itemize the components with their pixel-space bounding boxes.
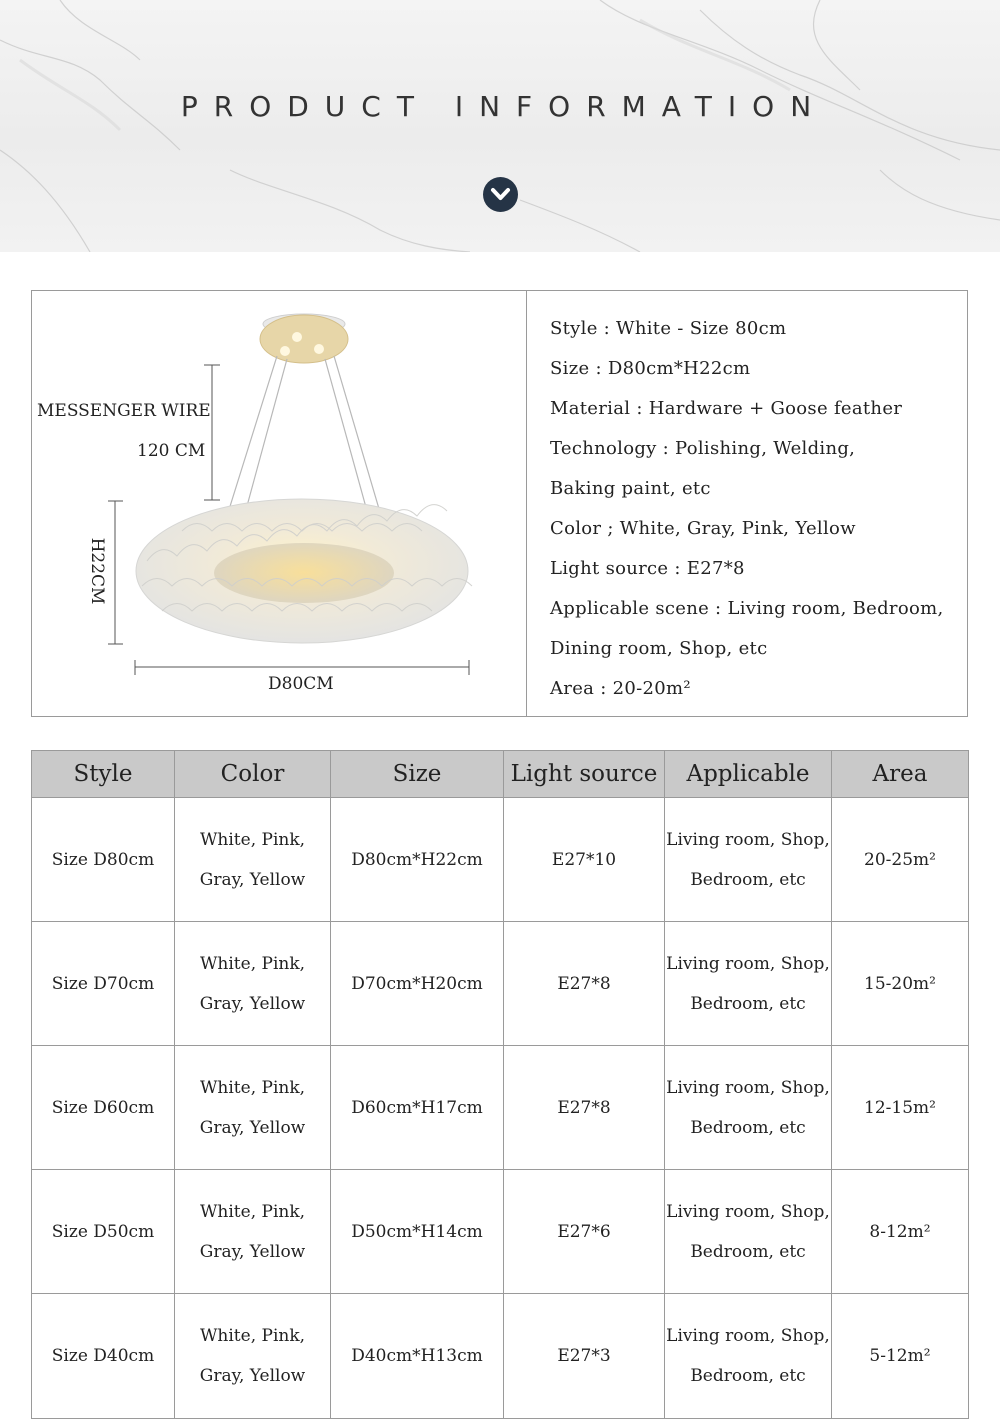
- wire-length-label: 120 CM: [137, 441, 206, 461]
- cell-color: [175, 1294, 331, 1419]
- cell-color-line2: Gray, Yellow: [199, 1241, 306, 1262]
- cell-color: [175, 1170, 331, 1294]
- cell-area: 20-25m²: [832, 798, 969, 922]
- spec-color: Color ; White, Gray, Pink, Yellow: [550, 518, 856, 539]
- cell-light-source: E27*8: [504, 1046, 665, 1170]
- cell-color: [175, 922, 331, 1046]
- cell-area: 8-12m²: [832, 1170, 969, 1294]
- banner-title: PRODUCT INFORMATION: [180, 90, 828, 123]
- cell-applicable-line1: Living room, Shop,: [666, 1201, 830, 1222]
- cell-color: [175, 1046, 331, 1170]
- cell-applicable: [665, 1170, 832, 1294]
- cell-applicable-line1: Living room, Shop,: [666, 953, 830, 974]
- cell-light-source: E27*6: [504, 1170, 665, 1294]
- table-row: [32, 798, 969, 922]
- cell-applicable: [665, 798, 832, 922]
- cell-applicable-line2: Bedroom, etc: [690, 869, 806, 890]
- cell-light-source: E27*8: [504, 922, 665, 1046]
- spec-light-source: Light source : E27*8: [550, 558, 745, 579]
- spec-applicable-scene: Applicable scene : Living room, Bedroom,: [550, 598, 944, 619]
- cell-color-line2: Gray, Yellow: [199, 993, 306, 1014]
- cell-style: Size D40cm: [32, 1294, 175, 1419]
- cell-color-line1: White, Pink,: [199, 1077, 306, 1098]
- cell-style: Size D50cm: [32, 1170, 175, 1294]
- lamp-diagram: [32, 291, 526, 716]
- table-row: [32, 1294, 969, 1419]
- product-info-banner: [0, 0, 1000, 252]
- diameter-label: D80CM: [268, 674, 334, 694]
- header-size: Size: [331, 751, 504, 798]
- cell-applicable: [665, 1046, 832, 1170]
- cell-color: [175, 798, 331, 922]
- spec-technology: Technology : Polishing, Welding,: [550, 438, 856, 459]
- header-area: Area: [832, 751, 969, 798]
- cell-color-line2: Gray, Yellow: [199, 869, 306, 890]
- header-applicable: Applicable: [665, 751, 832, 798]
- spec-size: Size : D80cm*H22cm: [550, 358, 751, 379]
- header-color: Color: [175, 751, 331, 798]
- header-style: Style: [32, 751, 175, 798]
- cell-applicable-line1: Living room, Shop,: [666, 1326, 830, 1346]
- spec-list: [550, 309, 943, 709]
- spec-technology-cont: Baking paint, etc: [550, 478, 711, 499]
- cell-color-line1: White, Pink,: [199, 1326, 306, 1346]
- cell-applicable-line2: Bedroom, etc: [690, 1241, 806, 1262]
- table-row: [32, 1046, 969, 1170]
- cell-color-line2: Gray, Yellow: [199, 1117, 306, 1138]
- cell-size: D40cm*H13cm: [331, 1294, 504, 1419]
- height-label: H22CM: [87, 537, 107, 605]
- table-row: [32, 922, 969, 1046]
- cell-area: 12-15m²: [832, 1046, 969, 1170]
- size-table: [31, 750, 969, 1419]
- spec-material: Material : Hardware + Goose feather: [550, 398, 903, 419]
- wire-label: MESSENGER WIRE: [37, 401, 211, 421]
- cell-color-line1: White, Pink,: [199, 1201, 306, 1222]
- cell-applicable: [665, 922, 832, 1046]
- info-divider: [526, 291, 527, 716]
- spec-applicable-scene-cont: Dining room, Shop, etc: [550, 638, 768, 659]
- cell-style: Size D60cm: [32, 1046, 175, 1170]
- cell-size: D80cm*H22cm: [331, 798, 504, 922]
- table-row: [32, 1170, 969, 1294]
- cell-light-source: E27*3: [504, 1294, 665, 1419]
- cell-size: D50cm*H14cm: [331, 1170, 504, 1294]
- cell-applicable: [665, 1294, 832, 1419]
- cell-applicable-line2: Bedroom, etc: [690, 993, 806, 1014]
- cell-area: 15-20m²: [832, 922, 969, 1046]
- cell-applicable-line1: Living room, Shop,: [666, 829, 830, 850]
- header-light-source: Light source: [504, 751, 665, 798]
- chevron-down-circle-icon: [483, 177, 518, 212]
- cell-color-line1: White, Pink,: [199, 829, 306, 850]
- table-header-row: [32, 751, 969, 798]
- cell-applicable-line2: Bedroom, etc: [690, 1117, 806, 1138]
- cell-applicable-line1: Living room, Shop,: [666, 1077, 830, 1098]
- cell-area: 5-12m²: [832, 1294, 969, 1419]
- marble-texture: [0, 0, 1000, 252]
- spec-style: Style : White - Size 80cm: [550, 318, 787, 339]
- spec-area: Area : 20-20m²: [550, 678, 691, 699]
- cell-style: Size D70cm: [32, 922, 175, 1046]
- cell-applicable-line2: Bedroom, etc: [690, 1366, 806, 1386]
- cell-size: D70cm*H20cm: [331, 922, 504, 1046]
- cell-color-line1: White, Pink,: [199, 953, 306, 974]
- product-info-box: [31, 290, 968, 717]
- cell-light-source: E27*10: [504, 798, 665, 922]
- cell-size: D60cm*H17cm: [331, 1046, 504, 1170]
- cell-color-line2: Gray, Yellow: [199, 1366, 306, 1386]
- cell-style: Size D80cm: [32, 798, 175, 922]
